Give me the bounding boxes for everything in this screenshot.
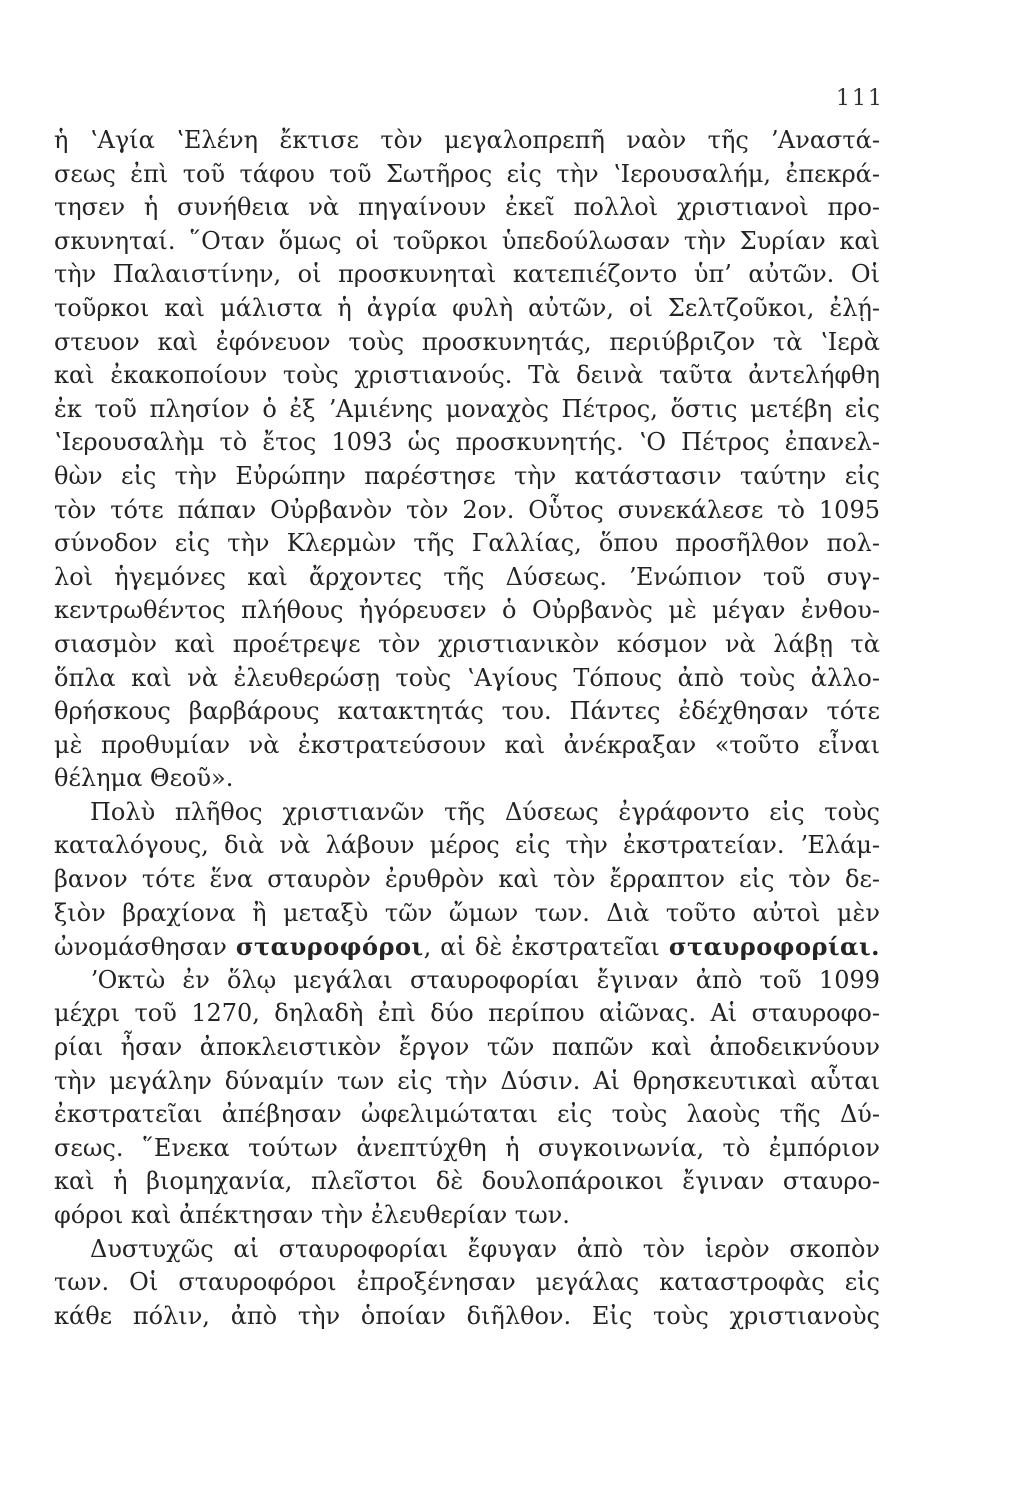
text-line: τησεν ἡ συνήθεια νὰ πηγαίνουν ἐκεῖ πολλοὶ χριστιανοὶ προ-: [54, 193, 880, 222]
text-line: ἡ ʽΑγία ʽΕλένη ἔκτισε τὸν μεγαλοπρεπῆ ναὸν τῆς ʼΑναστά-: [54, 126, 880, 154]
text-line: τὴν Παλαιστίνην, οἱ προσκυνηταὶ κατεπιέζοντο ὑπ’ αὐτῶν. Οἱ: [54, 260, 880, 289]
text-line: σκυνηταί. ῞Οταν ὅμως οἱ τοῦρκοι ὑπεδούλωσαν τὴν Συρίαν καὶ: [54, 226, 880, 255]
text-line: τὸν τότε πάπαν Οὐρβανὸν τὸν 2ον. Οὗτος συνεκάλεσε τὸ 1095: [54, 495, 880, 524]
text-line: κάθε πόλιν, ἀπὸ τὴν ὁποίαν διῆλθον. Εἰς τοὺς χριστιανοὺς: [54, 1301, 880, 1330]
text-line: ʽΙερουσαλὴμ τὸ ἔτος 1093 ὡς προσκυνητής. ʽΟ Πέτρος ἐπανελ-: [54, 428, 880, 457]
text-line: ξιὸν βραχίονα ἢ μεταξὺ τῶν ὤμων των. Διὰ τοῦτο αὐτοὶ μὲν: [54, 898, 880, 927]
text-line: στευον καὶ ἐφόνευον τοὺς προσκυνητάς, περιύβριζον τὰ ʽΙερὰ: [54, 327, 880, 356]
text-line: βανον τότε ἕνα σταυρὸν ἐρυθρὸν καὶ τὸν ἔρραπτον εἰς τὸν δε-: [54, 865, 880, 894]
text-line: καὶ ἡ βιομηχανία, πλεῖστοι δὲ δουλοπάροικοι ἔγιναν σταυρο-: [54, 1167, 880, 1196]
text-line: καὶ ἐκακοποίουν τοὺς χριστιανούς. Τὰ δεινὰ ταῦτα ἀντελήφθη: [54, 361, 880, 390]
text-line: καταλόγους, διὰ νὰ λάβουν μέρος εἰς τὴν ἐκστρατείαν. ʼΕλάμ-: [54, 831, 880, 860]
body-text: [54, 124, 880, 1333]
line-segment: , αἱ δὲ ἐκστρατεῖαι: [423, 933, 669, 962]
bold-term-crusaders: σταυροφόροι: [235, 932, 424, 962]
text-line: ρίαι ἦσαν ἀποκλειστικὸν ἔργον τῶν παπῶν καὶ ἀποδεικνύουν: [54, 1033, 880, 1062]
text-line: μὲ προθυμίαν νὰ ἐκστρατεύσουν καὶ ἀνέκραξαν «τοῦτο εἶναι: [54, 730, 880, 759]
paragraph-start-line: ʼΟκτὼ ἐν ὅλῳ μεγάλαι σταυροφορίαι ἔγιναν ἀπὸ τοῦ 1099: [90, 965, 880, 994]
text-line: θέλημα Θεοῦ».: [54, 764, 234, 793]
text-line: μέχρι τοῦ 1270, δηλαδὴ ἐπὶ δύο περίπου αἰῶνας. Αἱ σταυροφο-: [54, 999, 880, 1028]
bold-term-crusades: σταυροφορίαι.: [668, 932, 880, 962]
text-line: τοῦρκοι καὶ μάλιστα ἡ ἀγρία φυλὴ αὐτῶν, οἱ Σελτζοῦκοι, ἐλῄ-: [54, 293, 880, 322]
text-line: κεντρωθέντος πλήθους ἠγόρευσεν ὁ Οὐρβανὸς μὲ μέγαν ἐνθου-: [54, 596, 880, 625]
text-line: λοὶ ἡγεμόνες καὶ ἄρχοντες τῆς Δύσεως. ʼΕνώπιον τοῦ συγ-: [54, 562, 880, 591]
text-line: θὼν εἰς τὴν Εὐρώπην παρέστησε τὴν κατάστασιν ταύτην εἰς: [54, 461, 880, 490]
text-line: θρήσκους βαρβάρους κατακτητάς του. Πάντες ἐδέχθησαν τότε: [54, 697, 880, 726]
text-line: ἐκστρατεῖαι ἀπέβησαν ὠφελιμώταται εἰς τοὺς λαοὺς τῆς Δύ-: [54, 1100, 880, 1129]
text-line: σιασμὸν καὶ προέτρεψε τὸν χριστιανικὸν κόσμον νὰ λάβῃ τὰ: [54, 629, 880, 658]
text-line: ὅπλα καὶ νὰ ἐλευθερώσῃ τοὺς ʽΑγίους Τόπους ἀπὸ τοὺς ἀλλο-: [54, 663, 880, 692]
text-line: φόροι καὶ ἀπέκτησαν τὴν ἐλευθερίαν των.: [54, 1201, 570, 1229]
text-line: σεως ἐπὶ τοῦ τάφου τοῦ Σωτῆρος εἰς τὴν ʽΙερουσαλήμ, ἐπεκρά-: [54, 159, 880, 188]
text-line: τὴν μεγάλην δύναμίν των εἰς τὴν Δύσιν. Αἱ θρησκευτικαὶ αὗται: [54, 1066, 880, 1095]
line-segment: ὠνομάσθησαν: [54, 933, 236, 962]
paragraph-start-line: Δυστυχῶς αἱ σταυροφορίαι ἔφυγαν ἀπὸ τὸν ἱερὸν σκοπὸν: [90, 1234, 880, 1263]
text-line: σεως. ῞Ενεκα τούτων ἀνεπτύχθη ἡ συγκοινωνία, τὸ ἐμπόριον: [54, 1133, 880, 1162]
text-line-with-bold-terms: [54, 930, 880, 964]
text-line: των. Οἱ σταυροφόροι ἐπροξένησαν μεγάλας καταστροφὰς εἰς: [54, 1268, 880, 1297]
text-line: ἐκ τοῦ πλησίον ὁ ἐξ ʼΑμιένης μοναχὸς Πέτρος, ὅστις μετέβη εἰς: [54, 394, 880, 423]
paragraph-start-line: Πολὺ πλῆθος χριστιανῶν τῆς Δύσεως ἐγράφοντο εἰς τοὺς: [90, 797, 880, 826]
text-line: σύνοδον εἰς τὴν Κλερμὼν τῆς Γαλλίας, ὅπου προσῆλθον πολ-: [54, 529, 880, 558]
page-number: 111: [836, 86, 884, 111]
